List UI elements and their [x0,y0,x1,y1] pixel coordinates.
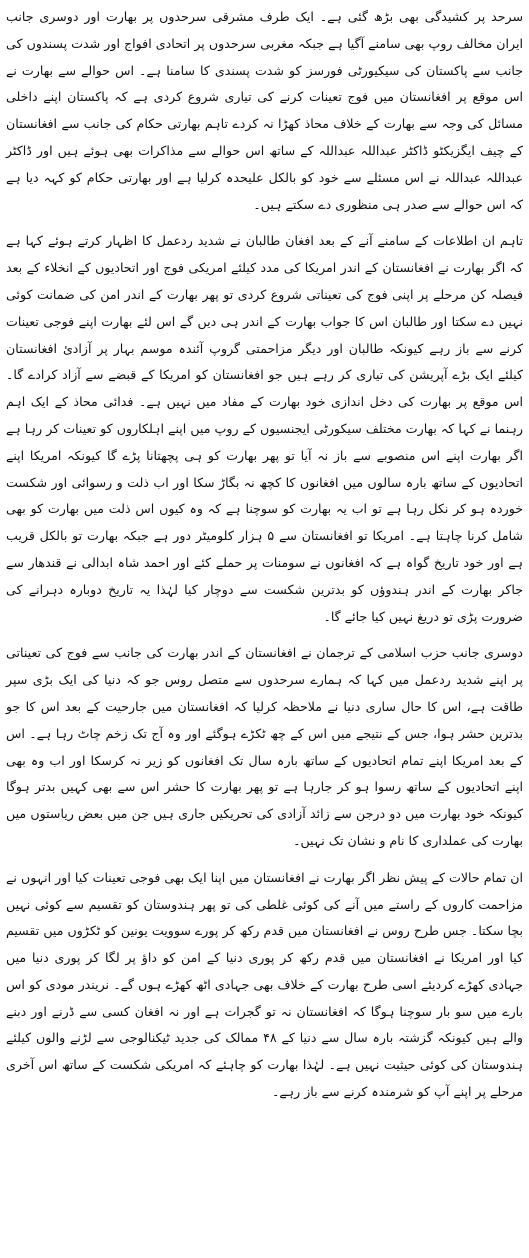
article-paragraph-3: دوسری جانب حزب اسلامی کے ترجمان نے افغانستان کے اندر بھارت کی جانب سے فوج کی تعیناتی پر اپنے شدید ردعمل میں کہا کہ ہمارے سرحدوں سے متصل روس جو کہ دنیا کی ایک بڑی سپر طاقت ہے، اس کا حال ساری دنیا نے ملاحظہ کرلیا کہ افغانستان میں جارحیت کے بعد اس کا جو بدترین حشر ہوا، جس کے نتیجے میں اس کے چھ ٹکڑے ہوگئے اور وہ آج تک زخم چاٹ رہا ہے۔ اس کے بعد امریکا اپنے تمام اتحادیوں کے ساتھ بارہ سال تک افغانوں کو زیر نہ کرسکا اور اب وہ بھی اپنے اتحادیوں کے ساتھ رسوا ہو کر جارہا ہے تو پھر بھارت کا حشر اس سے بھی کہیں بدتر ہوگا کیونکہ خود بھارت میں دو درجن سے زائد آزادی کی تحریکیں جاری ہیں جن میں بعض ریاستوں میں بھارت کی عملداری کا نام و نشان تک نہیں۔ [6,645,523,848]
article-paragraph-2: تاہم ان اطلاعات کے سامنے آنے کے بعد افغان طالبان نے شدید ردعمل کا اظہار کرتے ہوئے کہا ہے کہ اگر بھارت نے افغانستان کے اندر امریکا کی مدد کیلئے امریکی فوج اور اتحادیوں کے انخلاء کے بعد فیصلہ کن مرحلے پر اپنی فوج کی تعیناتی شروع کردی تو پھر بھارت کے اندر امن کی ضمانت کوئی نہیں دے سکتا اور طالبان اس کا جواب بھارت کے اندر ہی دیں گے اس لئے بھارت اپنے فوجی تعینات کرنے سے باز رہے کیونکہ طالبان اور دیگر مزاحمتی گروپ آئندہ موسم بہار پر آزادیٔ افغانستان کیلئے ایک بڑے آپریشن کی تیاری کر رہے ہیں جو افغانستان کو امریکا کے قبضے سے آزاد کرادے گا۔ اس موقع پر بھارت کی دخل اندازی خود بھارت کے مفاد میں نہیں ہے۔ فدائی محاذ کے ایک اہم رہنما نے کہا کہ بھارت مختلف سیکورٹی ایجنسیوں کے روپ میں اپنے اہلکاروں کو تعینات کر رہا ہے اگر بھارت اپنے اس منصوبے سے باز نہ آیا تو پھر بھارت کو ہی پچھتانا پڑے گا کیونکہ امریکا اپنے اتحادیوں کے ساتھ بارہ سالوں میں افغانوں کا کچھ نہ بگاڑ سکا اور اب ذلت و رسوائی اور شکست خوردہ ہو کر نکل رہا ہے تو اب یہ بھارت کو سوچنا ہے کہ وہ کیوں اس ذلت میں بھارت کو بھی شامل کرنا چاہتا ہے۔ امریکا تو افغانستان سے ۵ ہزار کلومیٹر دور ہے جبکہ بھارت تو بالکل قریب ہے اور خود تاریخ گواہ ہے کہ افغانوں نے سومنات پر حملے کئے اور احمد شاہ ابدالی نے قندھار سے جاکر بھارت کے اندر ہندوؤں کو بدترین شکست سے دوچار کیا لہٰذا یہ تاریخ دوبارہ دہرانے کی ضرورت پڑی تو دریغ نہیں کیا جائے گا۔ [6,233,523,624]
article-paragraph-1: سرحد پر کشیدگی بھی بڑھ گئی ہے۔ ایک طرف مشرقی سرحدوں پر بھارت اور دوسری جانب ایران مخالف روپ بھی سامنے آگیا ہے جبکہ مغربی سرحدوں پر اتحادی افواج اور شدت پسندوں کی جانب سے پاکستان کی سیکیورٹی فورسز کو شدت پسندی کا سامنا ہے۔ اس حوالے سے بھارت نے اس موقع پر افغانستان میں فوج تعینات کرنے کی تیاری شروع کردی ہے کہ پاکستان اپنے داخلی مسائل کی وجہ سے بھارت کے خلاف محاذ کھڑا نہ کردے تاہم بھارتی حکام کی جانب سے افغانستان کے چیف ایگزیکٹو ڈاکٹر عبداللہ عبداللہ کے ساتھ اس حوالے سے مذاکرات بھی ہوئے ہیں اور ڈاکٹر عبداللہ عبداللہ نے اس مسئلے سے خود کو بالکل علیحدہ کرلیا ہے اور بھارتی حکام کو کہہ دیا ہے کہ اس حوالے سے صدر ہی منظوری دے سکتے ہیں۔ [6,9,523,212]
article-paragraph-4: ان تمام حالات کے پیش نظر اگر بھارت نے افغانستان میں اپنا ایک بھی فوجی تعینات کیا اور انہوں نے مزاحمت کاروں کے راستے میں آنے کی کوئی غلطی کی تو پھر ہندوستان کو تقسیم سے کوئی نہیں بچا سکتا۔ جس طرح روس نے افغانستان میں قدم رکھ کر پورے سوویت یونین کو ٹکڑوں میں تقسیم کیا اور امریکا نے افغانستان میں قدم رکھ کر پوری دنیا کے امن کو داؤ پر لگا کر پوری دنیا میں جہادی کھڑے کردیئے اسی طرح بھارت کے خلاف بھی جہادی اٹھ کھڑے ہوں گے۔ نریندر مودی کو اس بارے میں سو بار سوچنا ہوگا کہ افغانستان نہ تو گجرات ہے اور نہ افغان کسی سے ڈرنے اور دبنے والے ہیں کیونکہ گزشتہ بارہ سال سے دنیا کے ۴۸ ممالک کی جدید ٹیکنالوجی سے لڑنے والوں کیلئے ہندوستان کی کوئی حیثیت نہیں ہے۔ لہٰذا بھارت کو چاہئے کہ امریکی شکست کے ساتھ اس آخری مرحلے پر اپنے آپ کو شرمندہ کرنے سے باز رہے۔ [6,869,523,1100]
